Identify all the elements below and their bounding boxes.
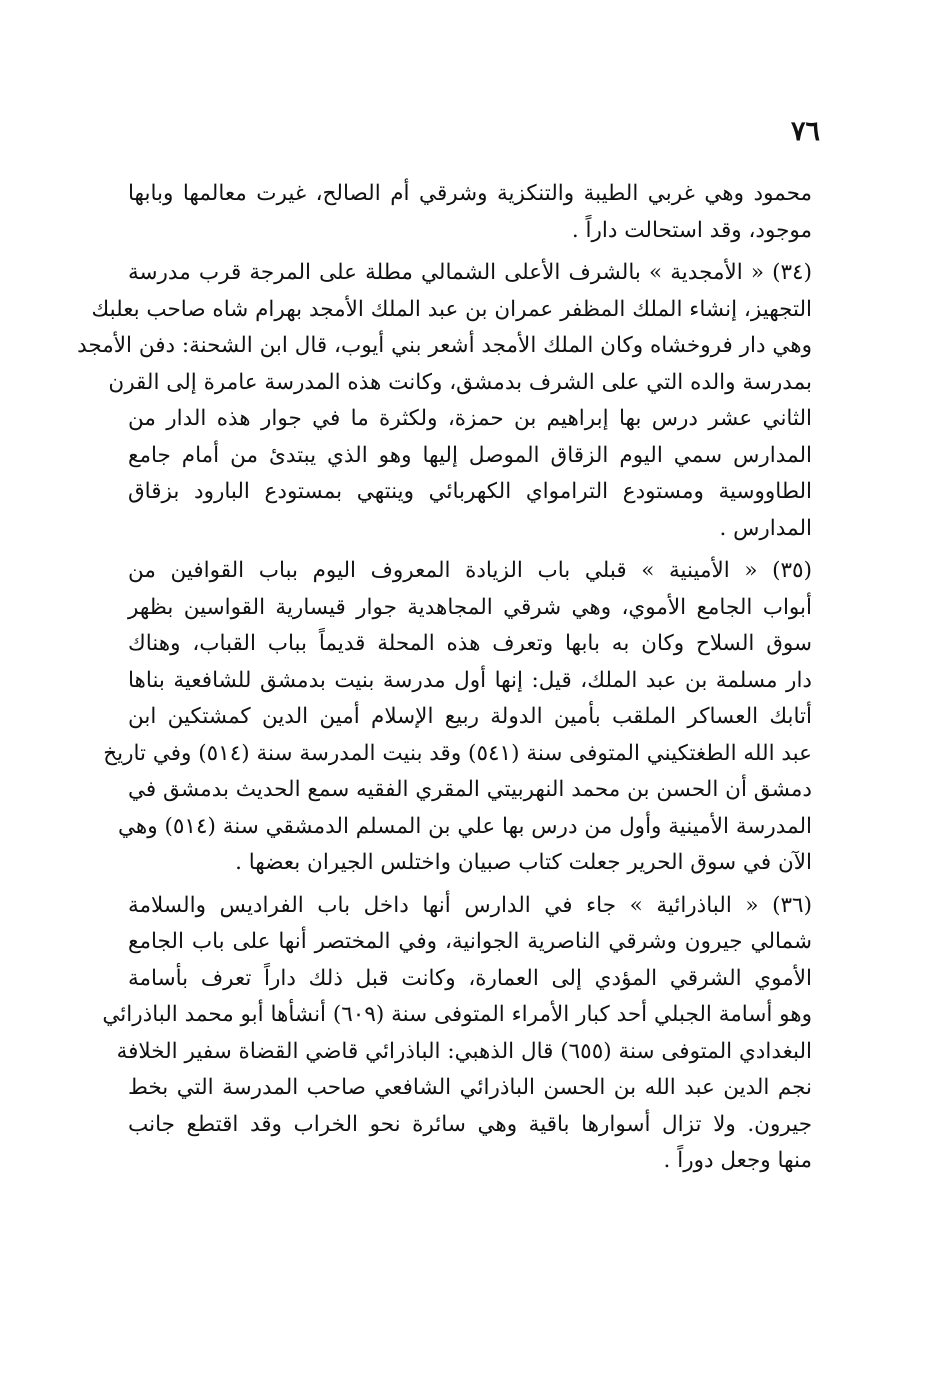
text-line: عبد الله الطغتكيني المتوفى سنة (٥٤١) وقد بنيت المدرسة سنة (٥١٤) وفي تاريخ xyxy=(103,740,812,766)
text-line: (٣٤) « الأمجدية » بالشرف الأعلى الشمالي مطلة على المرجة قرب مدرسة xyxy=(128,260,812,285)
paragraph xyxy=(102,888,812,1180)
paragraph xyxy=(128,176,812,249)
page-number: ٧٦ xyxy=(790,116,820,147)
text-line: دار مسلمة بن عبد الملك، قيل: إنها أول مدرسة بنيت بدمشق للشافعية بناها xyxy=(128,667,812,693)
text-line: دمشق أن الحسن بن محمد النهربيتي المقري الفقيه سمع الحديث بدمشق في xyxy=(128,777,812,802)
text-line: المدرسة الأمينية وأول من درس بها علي بن المسلم الدمشقي سنة (٥١٤) وهي xyxy=(118,813,812,839)
text-line: محمود وهي غربي الطيبة والتنكزية وشرقي أم الصالح، غيرت معالمها وبابها xyxy=(128,181,812,206)
text-line: وهي دار فروخشاه وكان الملك الأمجد أشعر بني أيوب، قال ابن الشحنة: دفن الأمجد xyxy=(77,333,812,358)
text-line: وهو أسامة الجبلي أحد كبار الأمراء المتوفى سنة (٦٠٩) أنشأها أبو محمد الباذرائي xyxy=(102,1002,812,1027)
text-line: منها وجعل دوراً . xyxy=(663,1148,812,1173)
text-body xyxy=(77,176,812,1180)
text-line: نجم الدين عبد الله بن الحسن الباذرائي الشافعي صاحب المدرسة التي بخط xyxy=(128,1075,812,1100)
text-line: التجهيز، إنشاء الملك المظفر عمران بن عبد الملك الأمجد بهرام شاه صاحب بعلبك xyxy=(91,296,812,322)
text-line: موجود، وقد استحالت داراً . xyxy=(571,217,812,243)
text-line: الثاني عشر درس بها إبراهيم بن حمزة، ولكثرة ما في جوار هذه الدار من xyxy=(128,406,812,431)
text-line: المدارس . xyxy=(719,515,812,541)
text-line: جيرون. ولا تزال أسوارها باقية وهي سائرة نحو الخراب وقد اقتطع جانب xyxy=(128,1111,812,1137)
text-line: الآن في سوق الحرير جعلت كتاب صبيان واختلس الجيران بعضها . xyxy=(235,850,812,875)
text-line: أبواب الجامع الأموي، وهي شرقي المجاهدية جوار قيسارية القواسين بظهر xyxy=(128,594,812,620)
text-line: بمدرسة والده التي على الشرف بدمشق، وكانت هذه المدرسة عامرة إلى القرن xyxy=(108,369,812,395)
text-line: شمالي جيرون وشرقي الناصرية الجوانية، وفي المختصر أنها على باب الجامع xyxy=(128,929,812,954)
paragraph xyxy=(77,255,812,547)
text-line: الأموي الشرقي المؤدي إلى العمارة، وكانت قبل ذلك داراً تعرف بأسامة xyxy=(128,965,812,991)
text-line: البغدادي المتوفى سنة (٦٥٥) قال الذهبي: الباذرائي قاضي القضاة سفير الخلافة xyxy=(116,1038,812,1064)
text-line: (٣٦) « الباذرائية » جاء في الدارس أنها داخل باب الفراديس والسلامة xyxy=(128,892,812,918)
text-line: أتابك العساكر الملقب بأمين الدولة ربيع الإسلام أمين الدين كمشتكين ابن xyxy=(128,704,812,729)
text-line: الطاووسية ومستودع الترامواي الكهربائي وينتهي بمستودع البارود بزقاق xyxy=(128,479,812,504)
paragraph xyxy=(103,553,812,882)
text-line: (٣٥) « الأمينية » قبلي باب الزيادة المعروف اليوم بباب القوافين من xyxy=(128,558,812,583)
text-line: سوق السلاح وكان به بابها وتعرف هذه المحلة قديماً بباب القباب، وهناك xyxy=(128,631,812,656)
text-line: المدارس سمي اليوم الزقاق الموصل إليها وهو الذي يبتدئ من أمام جامع xyxy=(128,442,812,468)
